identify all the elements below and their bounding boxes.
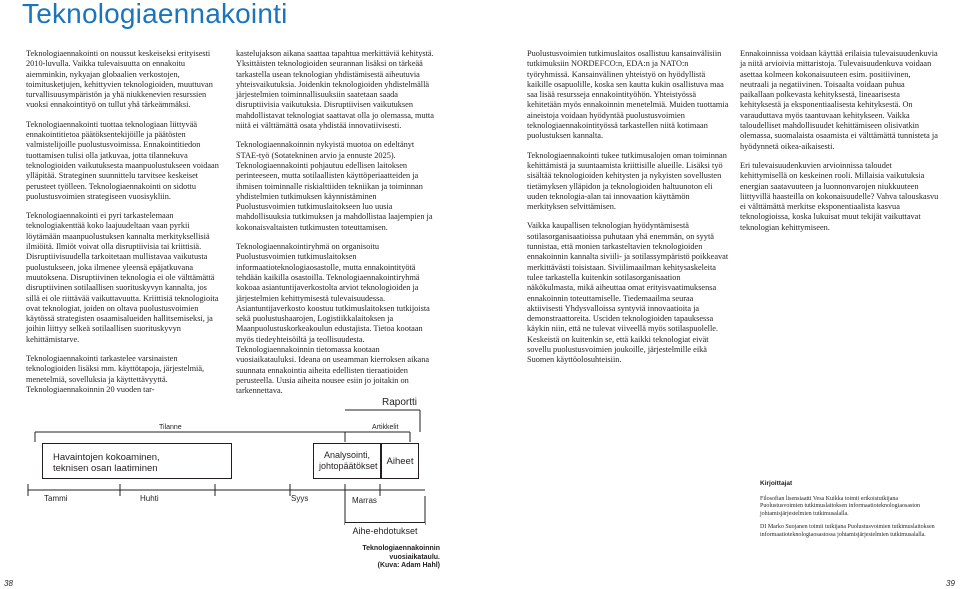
paragraph: Teknologiaennakointi tarkastelee varsinaisten teknologioiden lisäksi mm. käyttötapoja, järjestelmiä, menetelmiä, sovelluksia ja käyttettävyyttä. Teknologiaennakoinnin 20 vuoden tar- [26,354,205,394]
paragraph: Teknologiaennakointi tuottaa teknologiaan liittyvää ennakointitietoa päätöksentekijöille ja päätösten valmistelijoille puolustusvoimissa. Ennakointitiedon tuottamisen tulisi olla jatkuvaa, jotta tilannekuva teknologioiden vaikutuksesta maanpuolustukseen voidaan ylläpitää. Strateginen suunnittelu tarvitsee keskeiset perusteet työlleen. Teknologiaennakointi on sidottu puolustusvoimien strategiseen vuosisykliin. [26,119,219,201]
box-line: johtopäätökset [319,461,378,471]
box-havaintojen-kokoaminen [42,443,232,479]
label-tilanne: Tilanne [159,424,182,431]
paragraph: Teknologiaennakointiryhmä on organisoitu Puolustusvoimien tutkimuslaitoksen informaatioteknologiaosastolle, mutta ennakointityötä tehdään kaikilla osastoilla. Teknologiaennakointiryhmä kokoaa asiantuntijaverkostolta arviot teknologioiden ja järjestelmien kehittymisestä tulevaisuudessa. Asiantuntijaverkosto koostuu tutkimuslaitoksen tutkijoista sekä puolustushaarojen, Logistiikkalaitoksen ja Maanpuolustuskorkeakoulun edustajista. Tietoa kootaan myös tiedeyhteisöiltä ja teollisuudesta. Teknologiaennakoinnin tietomassa kootaan vuosiaikatauluksi. Ideana on useamman kierroksen aikana suunnata ennakointia aiheita edellisten tieraatioiden perusteella. Uusia aiheita nousee esiin jo joitakin on tarkennettava. [236,242,430,396]
authors-heading: Kirjoittajat [760,480,793,487]
figure-caption [320,545,440,571]
paragraph: Teknologiaennakoinnin nykyistä muotoa on edeltänyt STAE-työ (Sotatekninen arvio ja ennuste 2025). Teknologiaennakointi pohjautuu edellisen laitoksen perinteeseen, mutta sotilaallisten käyttöperiaatteiden ja ihmisen toiminnalle riskialttiiden tekniikan ja toiminnan yhdistelmien tutkimuksen käynnistäminen Puolustusvoimien tutkimuslaitokseen luo uusia mahdollisuuksia tutkimuksen ja mahdollistaa laajempien ja kokonaisvaltaisten tutkimusten toteuttamisen. [236,140,433,232]
box-analysointi [313,443,381,479]
caption-line: Teknologiaennakoinnin vuosiaikataulu. [362,545,440,561]
label-aihe-ehdotukset: Aihe-ehdotukset [345,522,425,540]
paragraph: Puolustusvoimien tutkimuslaitos osallistuu kansainvälisiin tutkimuksiin NORDEFCO:n, EDA:n ja NATO:n työryhmissä. Kansainvälinen yhteistyö on hyödyllistä kaikille osapuolille, koska sen kautta kukin osallistuva maa saa lisää resursseja ennakointityöhön. Yhteistyössä kehitetään myös ennakoinnin menetelmiä. Muiden tuottamia aineistoja voidaan hyödyntää puolustusvoimien teknologiaennakointityössä tarkastellen niitä kotimaan puolustuksen kannalta. [527,49,729,141]
paragraph: kastelujakson aikana saattaa tapahtua merkittäviä kehitystä. Yksittäisten teknologioiden seurannan lisäksi on tärkeää tarkastella usean teknologian yhdistämisestä aiheutuvia yhteisvaikutuksia. Joidenkin teknologioiden yhdistelmällä järjestelmien toiminnallisuuksiin saatetaan saada disruptiivisia vaikutuksia. Disruptiivisen vaikutuksen mahdollistavat teknologiat saattavat olla jo olemassa, mutta niitä ei välttämättä osata yhdistää innovatiivisesti. [236,49,434,131]
box-line: Analysointi, [323,450,371,460]
month-label: Syys [291,494,309,503]
month-label: Marras [352,496,377,505]
month-label: Tammi [44,494,68,503]
paragraph: Vaikka kaupallisen teknologian hyödyntämisestä sotilasorganisaatioissa puhutaan yhä enemmän, on syytä tunnistaa, että monien tarkasteltavien teknologioiden ennakoinnin kannalta siviili- ja sotilassympäristö poikkeavat merkittävästi toisistaan. Siviilimaailman kehitysaskeleita tulee tarkastella kuitenkin sotilasorganisaation näkökulmasta, mikä aiheuttaa omat erityisvaatimuksensa ennakoinnin toteuttamiselle. Tiedemaailma seuraa aktiivisesti Yhdysvalloissa syntyviä innovaatioita ja demonstraattoreita. Usciden teknologioiden tapauksessa käykin niin, että ne tulevat viiveellä myös sotilaspuolelle. Keskeistä on kuitenkin se, että kaikki teknologiat eivät sovellu puolustusvoimien joukoille, järjestelmille eikä Suomen käyttöolosuhteisiin. [527,221,729,365]
paragraph: Teknologiaennakointi on noussut keskeiseksi erityisesti 2010-luvulla. Vaikka tulevaisuutta on ennakoitu aiemminkin, nykyajan globaalien verkostojen, toimitusketjujen, kehittyvien teknologioiden, muuttuvan turvallisuusympäristön ja yhä niukkenevien resurssien vuoksi ennakointityö on tullut yhä tärkeämmäksi. [26,49,213,110]
paragraph: Teknologiaennakointi tukee tutkimusalojen oman toiminnan kehittämistä ja suuntaamista kriittisille alueille. Lisäksi työ sisältää teknologioiden kehitysten ja nykyisten sovellusten tietämyksen ylläpidon ja teknologioiden haltuunoton eli uuden teknologia-alan tai innovaation käyttämön merkityksen selvittämisen. [527,150,727,212]
month-label: Huhti [140,494,159,503]
box-line: teknisen osan laatiminen [53,463,158,474]
paragraph: Ennakoinnissa voidaan käyttää erilaisia tulevaisuudenkuvia ja niitä arvioivia mittaristoja. Tulevaisuudenkuva voidaan asettaa kolmeen kokonaisuuteen esim. positiivinen, neutraali ja negatiivinen. Toisaalta voidaan puhua paikallaan polkevasta kehityksestä, lineaarisesta kehityksestä ja eksponentiaalisesta kehityksestä. On varauduttava myös taantuvaan kehitykseen. Vaikka taloudelliset mahdollisuudet kehittämiseen olisivatkin olemassa, suomalaista osaamista ei välttämättä tunnisteta ja hyödynnetä oikea-aikaisesti. [740,49,938,151]
paragraph: Eri tulevaisuudenkuvien arvioinnissa taloudet kehittymisellä on keskeinen rooli. Millaisia vaikutuksia energian saatavuuteen ja luonnonvarojen niukkuuteen liittyvillä haasteilla on kokonaisuudelle? Vahva talouskasvu ei välttämättä merkitse eksponentiaalista kasvua teknologioissa, koska lukuisat muut tekijät vaikuttavat teknologian kehittymiseen. [740,160,939,232]
page-number-right: 39 [946,579,955,588]
page-title: Teknologiaennakointi [22,0,288,29]
box-aiheet: Aiheet [381,443,419,479]
caption-line: (Kuva: Adam Hahl) [377,562,440,569]
author-bio: Filosofian lisensiaatti Vesa Kuikka toimii erikoistutkijana Puolustusvoimien tutkimuslaitoksen informaatioteknologiaosaston johtamisjärjestelmien tutkimusalalla. [760,495,920,517]
authors-box [760,480,940,545]
page-number-left: 38 [4,579,13,588]
box-line: Havaintojen kokoaminen, [53,452,160,463]
paragraph: Teknologiaennakointi ei pyri tarkastelemaan teknologiakenttää koko laajuudeltaan vaan pyrkii löytämään maanpuolustuksen kannalta merkityksellisiä ilmiöitä. Ilmiöt voivat olla disruptiivisia tai kriittisiä. Disruptiivisuudella tarkoitetaan mullistavaa vaikutusta puolustukseen, joka ilmenee yleensä epäjatkuvana muutoksena. Disruptiivinen teknologia ei ole välttämättä disruptiivinen sotilaallisen suorituskyvyn kannalta, jos sillä ei ole riittävää vaikuttavuutta. Kriittisiä teknologioita ovat teknologiat, joiden on oltava puolustusvoimien käytössä strategisten osaamisalueiden hallitsemiseksi, ja joihin liittyy selkeä sotilaallisen suorituskyvyn kehittämistarve. [26,211,219,344]
label-artikkelit: Artikkelit [372,424,399,431]
author-bio: DI Marko Suojanen toimii tutkijana Puolustusvoimien tutkimuslaitoksen informaatioteknologiaosastossa johtamisjärjestelmien tutkimusalalla. [760,524,935,538]
label-raportti: Raportti [382,397,418,408]
